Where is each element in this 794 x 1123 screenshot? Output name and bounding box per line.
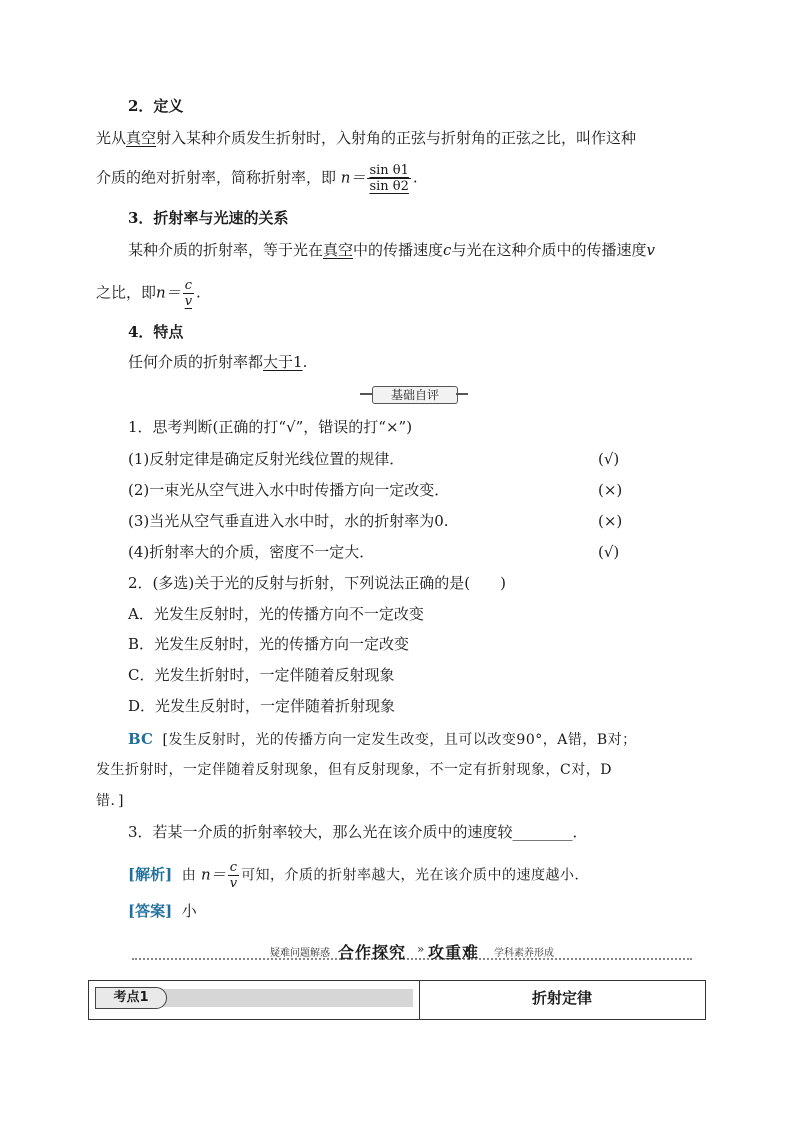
q2-stem: 2．(多选)关于光的反射与折射，下列说法正确的是( ) <box>128 574 506 592</box>
strip-right-label: 学科素养形成 <box>494 948 554 959</box>
q1-item-2-mark: (×) <box>598 481 623 499</box>
q1-item-2: (2)一束光从空气进入水中时传播方向一定改变． <box>128 481 450 499</box>
refraction-formula-fraction: $\frac{\text{sin θ1}}{\text{sin θ2}}$ <box>369 163 409 194</box>
banner-label: 基础自评 <box>372 386 458 404</box>
q1-stem: 1．思考判断(正确的打“√”，错误的打“×”) <box>128 418 413 436</box>
q3-stem: 3．若某一介质的折射率较大，那么光在该介质中的速度较________． <box>128 823 588 841</box>
q1-item-4-mark: (√) <box>598 543 620 561</box>
q1-item-3-mark: (×) <box>598 512 623 530</box>
strip-center-a: 合作探究 <box>338 943 407 962</box>
section-2-heading: 2．定义 <box>128 97 184 115</box>
topic-title: 折射定律 <box>531 989 592 1007</box>
section-4-heading: 4．特点 <box>128 323 184 341</box>
section-3-line-2: 之比，即n＝ $\frac{c}{v}$ . <box>96 278 201 309</box>
q2-option-b: B．光发生反射时，光的传播方向一定改变 <box>128 635 410 653</box>
q2-option-c: C．光发生折射时，一定伴随着反射现象 <box>128 666 395 684</box>
q2-explanation-line-1: BC [发生反射时，光的传播方向一定发生改变，且可以改变90°，A错，B对； <box>128 730 637 748</box>
section-3-line-1: 某种介质的折射率，等于光在真空中的传播速度c与光在这种介质中的传播速度v <box>128 241 655 259</box>
topic-table <box>88 980 706 1020</box>
strip-left-label: 疑难问题解惑 <box>270 948 330 959</box>
section-2-line-2: 介质的绝对折射率，简称折射率，即 n＝ $\frac{\text{sin θ1}}{\text{sin θ2}}$ . <box>96 163 418 194</box>
q2-option-a: A．光发生反射时，光的传播方向不一定改变 <box>128 605 424 623</box>
q3-fraction: $\frac{c}{v}$ <box>229 860 238 891</box>
section-2-line-1: 光从真空射入某种介质发生折射时，入射角的正弦与折射角的正弦之比，叫作这种 <box>96 129 637 147</box>
q2-option-d: D．光发生反射时，一定伴随着折射现象 <box>128 697 396 715</box>
strip-center-b: 攻重难 <box>428 943 480 962</box>
q2-explanation-line-2: 发生折射时，一定伴随着反射现象，但有反射现象，不一定有折射现象，C对，D <box>96 762 612 778</box>
strip-dotted-rule <box>132 958 692 960</box>
strip-chevron-icon: » <box>417 942 425 956</box>
q1-item-1-mark: (√) <box>598 450 620 468</box>
q3-answer: [答案] 小 <box>128 902 197 920</box>
q1-item-4: (4)折射率大的介质，密度不一定大． <box>128 543 375 561</box>
q1-item-1: (1)反射定律是确定反射光线位置的规律． <box>128 450 405 468</box>
self-evaluation-banner <box>360 384 468 404</box>
q2-explanation-line-3: 错．] <box>96 793 124 809</box>
topic-tag: 考点1 <box>95 987 167 1009</box>
cooperative-inquiry-strip <box>132 940 692 962</box>
q1-item-3: (3)当光从空气垂直进入水中时，水的折射率为0. <box>128 512 449 530</box>
section-3-heading: 3．折射率与光速的关系 <box>128 209 289 227</box>
section-4-line-1: 任何介质的折射率都大于1. <box>128 353 308 371</box>
speed-ratio-fraction: $\frac{c}{v}$ <box>184 278 193 309</box>
q3-explanation: [解析] 由 n＝ $\frac{c}{v}$ 可知，介质的折射率越大，光在该介质中的速度越小． <box>128 860 590 891</box>
